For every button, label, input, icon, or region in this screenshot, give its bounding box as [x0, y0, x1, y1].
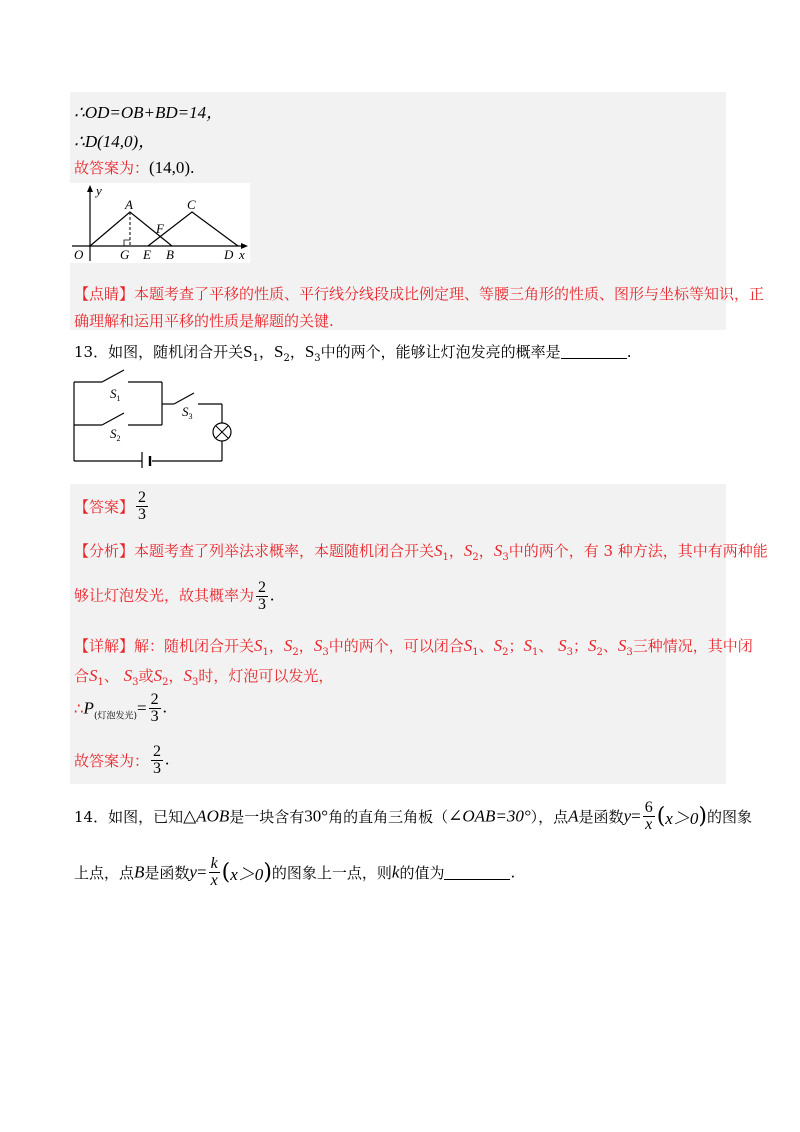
question-13: 13．如图，随机闭合开关$S_1$，$S_2$，$S_3$中的两个，能够让灯泡发亮的概率是 . [74, 342, 632, 364]
dianjing-line-1: 【点睛】本题考查了平移的性质、平行线分线段成比例定理、等腰三角形的性质、图形与坐标等知识，正 [74, 285, 765, 303]
final-fraction: $\frac{2}{3}$ [153, 743, 162, 777]
analysis-line-2: 够让灯泡发光，故其概率为 $\frac{2}{3}$ . [74, 579, 275, 613]
answer-blank-14[interactable] [444, 865, 510, 880]
detail-line-3: $\therefore P_{(灯泡发光)}=$ $\frac{2}{3}$ . [74, 691, 167, 725]
label-G: G [120, 247, 130, 262]
answer-blank-13[interactable] [561, 344, 627, 359]
function-fraction-kx: $\frac{k}{x}$ [210, 855, 218, 889]
solution-line-2: ∴D(14,0)， [74, 132, 156, 151]
question-14-line-1: 14．如图，已知△AOB是一块含有30°角的直角三角板（∠OAB=30°），点A是函数y= $\frac{6}{x}$ (x＞0)的图象 [74, 799, 752, 833]
label-D: D [224, 247, 234, 262]
graph-svg [70, 183, 250, 263]
label-y: y [96, 183, 102, 198]
solution-line-3: 故答案为：(14,0). [74, 158, 195, 177]
answer-panel [70, 484, 726, 784]
label-s2: $S_2$ [110, 426, 121, 443]
label-C: C [187, 197, 196, 212]
question-14-line-2: 上点，点B是函数y= $\frac{k}{x}$ (x＞0)的图象上一点，则k的值为 . [74, 855, 516, 889]
solution-line-1: ∴OD=OB+BD=14， [74, 103, 224, 122]
label-s1: $S_1$ [110, 386, 121, 403]
label-A: A [125, 197, 133, 212]
label-x: x [239, 247, 245, 262]
circuit-svg [70, 368, 240, 468]
function-fraction-6x: $\frac{6}{x}$ [644, 799, 653, 833]
label-F: F [156, 221, 164, 236]
final-answer-line: 故答案为： $\frac{2}{3}$ . [74, 743, 170, 777]
answer-line: 【答案】 $\frac{2}{3}$ [74, 489, 147, 523]
figure-circuit [70, 368, 240, 468]
detail-line-2: 合$S_1$、 $S_3$或$S_2$，$S_3$时，灯泡可以发光， [74, 666, 334, 688]
dianjing-line-2: 确理解和运用平移的性质是解题的关键. [74, 312, 334, 330]
probability-fraction: $\frac{2}{3}$ [150, 691, 159, 725]
label-E: E [143, 247, 151, 262]
label-O: O [74, 247, 84, 262]
label-s3: $S_3$ [182, 404, 193, 421]
detail-line-1: 【详解】解：随机闭合开关$S_1$，$S_2$，$S_3$中的两个，可以闭合$S_1$、$S_2$；$S_1$、 $S_3$；$S_2$、$S_3$三种情况，其中闭 [74, 636, 753, 658]
figure-coordinate-graph [70, 183, 250, 263]
analysis-line-1: 【分析】本题考查了列举法求概率，本题随机闭合开关$S_1$，$S_2$，$S_3$中的两个，有 3 种方法，其中有两种能 [74, 541, 768, 563]
analysis-fraction: $\frac{2}{3}$ [258, 579, 267, 613]
answer-fraction: $\frac{2}{3}$ [138, 489, 147, 523]
label-B: B [166, 247, 174, 262]
